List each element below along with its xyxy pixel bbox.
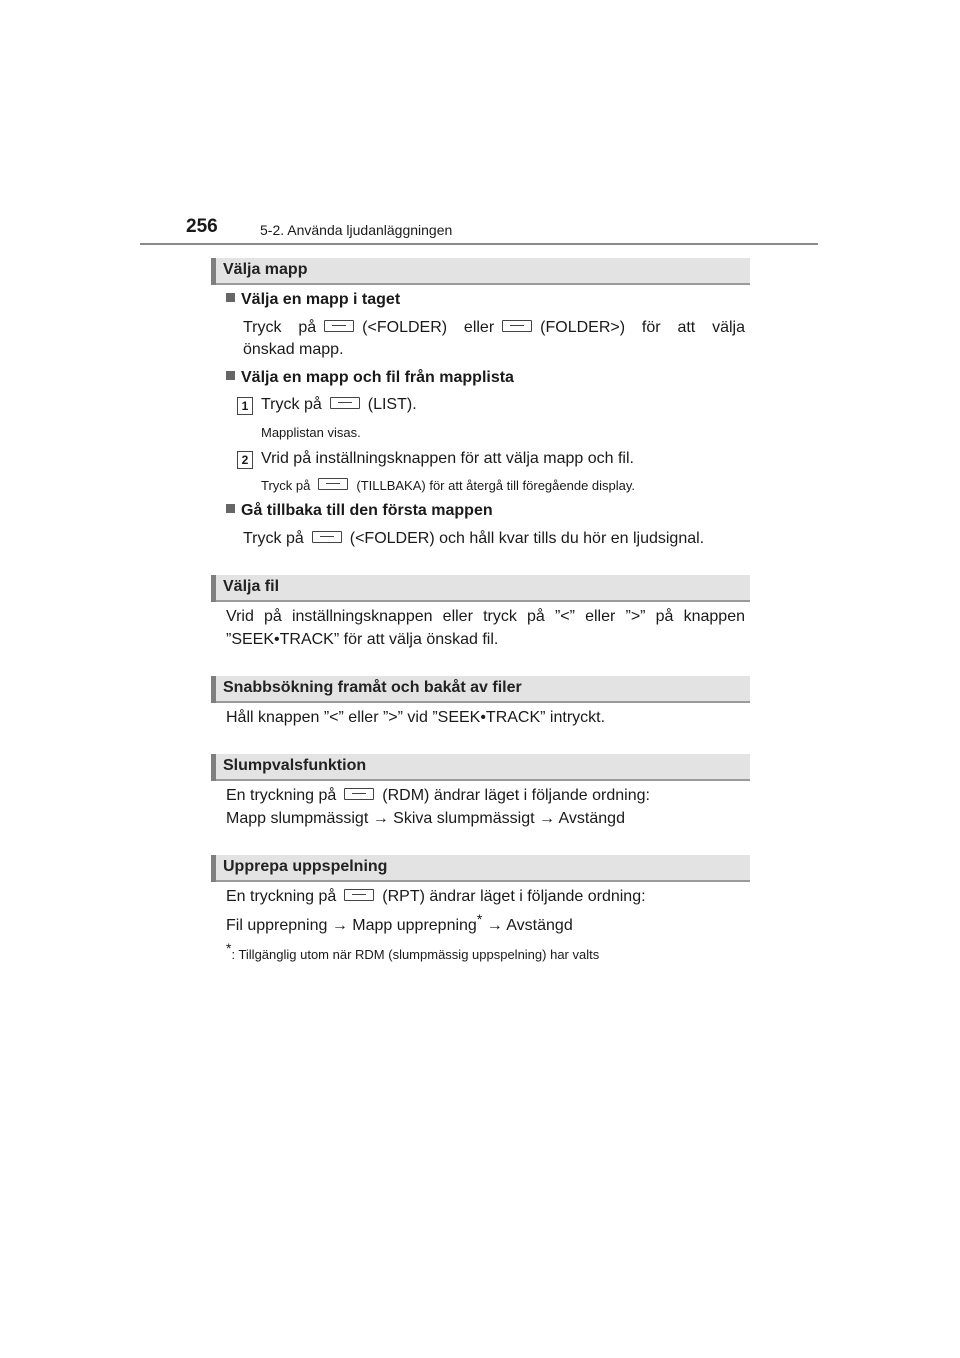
step-number-1: 1 bbox=[237, 397, 253, 415]
file-text-line1: Vrid på inställningsknappen eller tryck på ”<” eller ”>” på knappen bbox=[226, 608, 745, 625]
section-title: Välja mapp bbox=[223, 261, 308, 278]
text-part: Tryck på bbox=[261, 396, 322, 413]
repeat-footnote bbox=[226, 937, 599, 966]
button-icon bbox=[324, 320, 354, 332]
text-part: (RDM) ändrar läget i följande ordning: bbox=[382, 787, 650, 804]
file-text-line2: ”SEEK•TRACK” för att välja önskad fil. bbox=[226, 631, 499, 648]
text-part: Fil upprepning → Mapp upprepning bbox=[226, 917, 477, 934]
page-number: 256 bbox=[186, 216, 218, 237]
square-bullet-icon bbox=[226, 504, 235, 513]
button-icon bbox=[312, 531, 342, 543]
text-part: Tryck på bbox=[261, 478, 311, 493]
square-bullet-icon bbox=[226, 293, 235, 302]
text-part: (<FOLDER) eller bbox=[362, 319, 495, 336]
button-icon bbox=[330, 397, 360, 409]
text-part: Tryck på bbox=[243, 319, 317, 336]
step2-note bbox=[261, 475, 635, 497]
text-part: → Avstängd bbox=[482, 917, 573, 934]
text-part: Tryck på bbox=[243, 530, 304, 547]
first-folder-instruction bbox=[243, 528, 704, 550]
text-part: (LIST). bbox=[367, 396, 417, 413]
text-part: (<FOLDER) och håll kvar tills du hör en ljudsignal. bbox=[349, 530, 705, 547]
folder-instruction-line1 bbox=[243, 317, 745, 339]
subheading-text: Gå tillbaka till den första mappen bbox=[241, 502, 493, 519]
step-number-2: 2 bbox=[237, 451, 253, 469]
button-icon bbox=[318, 478, 348, 490]
section-header-fast-search bbox=[211, 676, 750, 703]
header-rule bbox=[140, 243, 818, 245]
square-bullet-icon bbox=[226, 371, 235, 380]
repeat-text-line2 bbox=[226, 908, 573, 937]
step1-text bbox=[261, 394, 417, 416]
step2-text: Vrid på inställningsknappen för att välja mapp och fil. bbox=[261, 450, 634, 467]
section-title: Snabbsökning framåt och bakåt av filer bbox=[223, 679, 522, 696]
chapter-title: 5-2. Använda ljudanläggningen bbox=[260, 222, 453, 238]
section-header-repeat bbox=[211, 855, 750, 882]
subheading-folder-list bbox=[226, 369, 514, 387]
button-icon bbox=[502, 320, 532, 332]
text-part: (TILLBAKA) för att återgå till föregående display. bbox=[356, 478, 636, 493]
section-header-folder bbox=[211, 258, 750, 285]
subheading-text: Välja en mapp i taget bbox=[241, 291, 401, 308]
text-part: (FOLDER>) för att välja bbox=[540, 319, 746, 336]
subheading-first-folder bbox=[226, 502, 493, 520]
repeat-text-line1 bbox=[226, 886, 646, 908]
random-text-line2: Mapp slumpmässigt → Skiva slumpmässigt → Avstängd bbox=[226, 810, 625, 827]
asterisk-mark: * bbox=[476, 911, 483, 927]
subheading-text: Välja en mapp och fil från mapplista bbox=[241, 369, 514, 386]
section-title: Välja fil bbox=[223, 578, 280, 595]
random-text-line1 bbox=[226, 785, 650, 807]
folder-instruction-line2: önskad mapp. bbox=[243, 341, 344, 358]
text-part: En tryckning på bbox=[226, 888, 337, 905]
step1-note: Mapplistan visas. bbox=[261, 425, 361, 440]
fast-search-text: Håll knappen ”<” eller ”>” vid ”SEEK•TRACK” intryckt. bbox=[226, 709, 606, 726]
asterisk-mark: * bbox=[226, 940, 232, 956]
button-icon bbox=[344, 889, 374, 901]
text-part: En tryckning på bbox=[226, 787, 337, 804]
subheading-folder-one bbox=[226, 291, 400, 309]
footnote-text: : Tillgänglig utom när RDM (slumpmässig uppspelning) har valts bbox=[231, 947, 600, 962]
section-header-random bbox=[211, 754, 750, 781]
section-title: Upprepa uppspelning bbox=[223, 858, 388, 875]
text-part: (RPT) ändrar läget i följande ordning: bbox=[382, 888, 646, 905]
section-title: Slumpvalsfunktion bbox=[223, 757, 367, 774]
button-icon bbox=[344, 788, 374, 800]
section-header-file bbox=[211, 575, 750, 602]
